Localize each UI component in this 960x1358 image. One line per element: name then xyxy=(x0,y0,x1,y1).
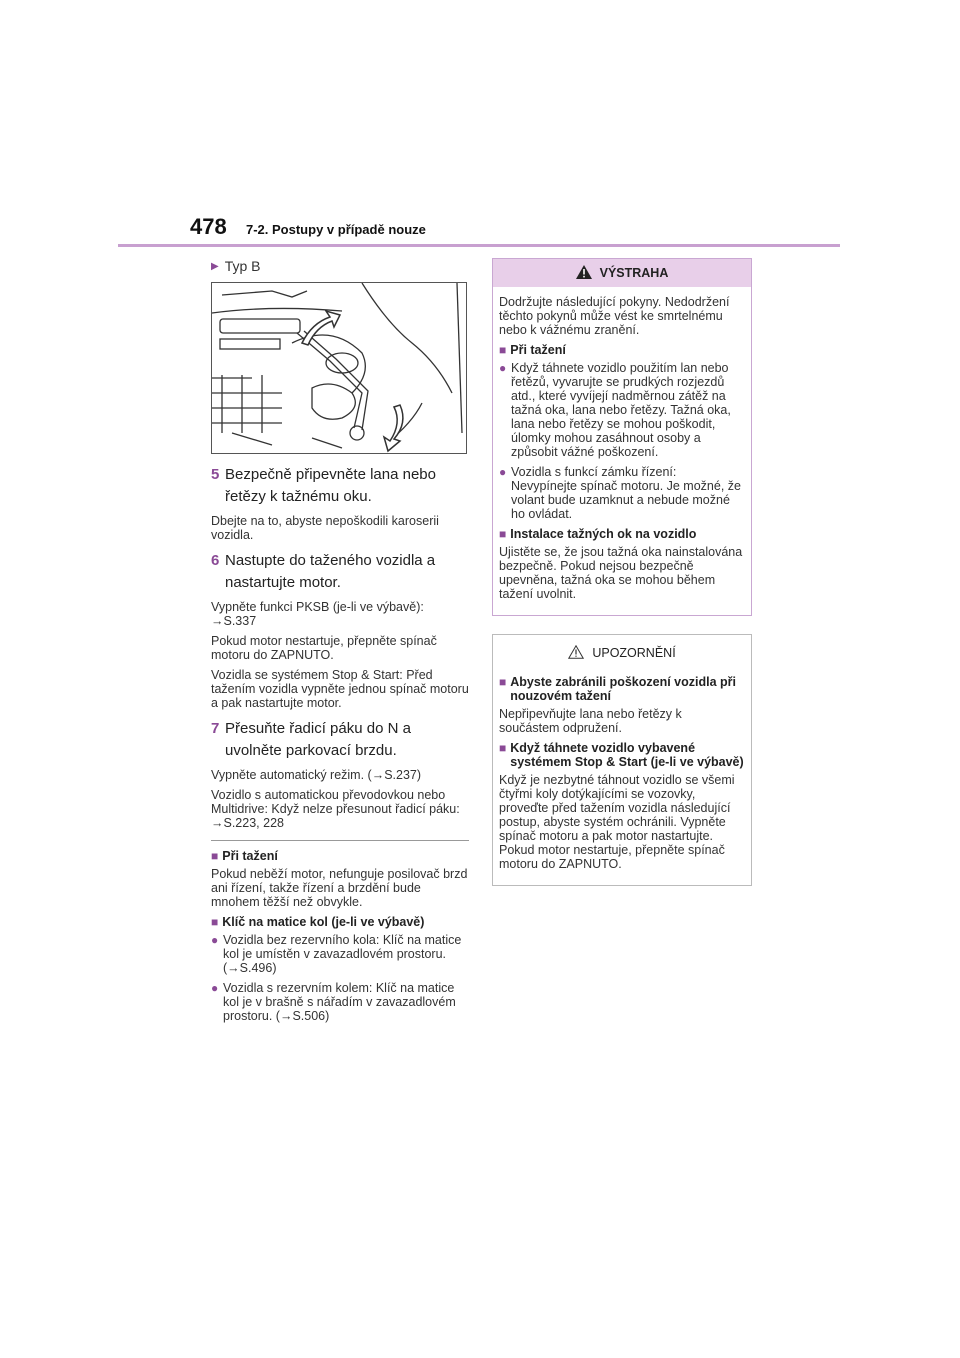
left-column xyxy=(211,258,469,1029)
square-bullet-icon: ■ xyxy=(499,343,507,357)
step-7 xyxy=(211,718,469,762)
step-5-note: Dbejte na to, abyste nepoškodili karoserii vozidla. xyxy=(211,514,439,542)
warning-header xyxy=(493,259,751,287)
list-item xyxy=(211,933,469,975)
step-text: Nastupte do taženého vozidla a nastartujte motor. xyxy=(225,552,436,591)
heading-text: Abyste zabránili poškození vozidla při nouzovém tažení xyxy=(510,675,736,703)
step-6-note: Vozidla se systémem Stop & Start: Před tažením vozidla vypněte jednou spínač motoru a pak nastartujte motor. xyxy=(211,668,469,710)
notice-box xyxy=(492,634,752,886)
square-bullet-icon: ■ xyxy=(211,915,219,929)
section-title: 7-2. Postupy v případě nouze xyxy=(246,222,426,237)
heading-text: Když táhnete vozidlo vybavené systémem Stop & Start (je-li ve výbavě) xyxy=(510,741,744,769)
info-heading xyxy=(211,849,469,863)
step-7-note: Vypněte automatický režim. (→S.237) xyxy=(211,768,422,782)
notice-heading xyxy=(499,741,745,769)
right-column xyxy=(492,258,750,886)
towing-eye-drawing xyxy=(212,283,466,453)
heading-text: Klíč na matice kol (je-li ve výbavě) xyxy=(222,915,425,929)
step-6-note: Pokud motor nestartuje, přepněte spínač motoru do ZAPNUTO. xyxy=(211,634,437,662)
notice-body xyxy=(493,667,751,885)
warning-title: VÝSTRAHA xyxy=(599,266,669,280)
warning-triangle-icon xyxy=(576,265,592,282)
step-number: 7 xyxy=(211,720,220,737)
heading-text: Při tažení xyxy=(222,849,278,863)
warning-heading xyxy=(499,343,745,357)
circle-bullet-icon: ● xyxy=(211,933,219,947)
notice-title: UPOZORNĚNÍ xyxy=(592,646,676,660)
list-item-text: Vozidla s rezervním kolem: Klíč na matice kol je v brašně s nářadím v zavazadlovém prostoru. (→S.506) xyxy=(223,981,456,1023)
circle-bullet-icon: ● xyxy=(499,465,507,479)
step-number: 5 xyxy=(211,466,220,483)
info-text: Pokud neběží motor, nefunguje posilovač brzd ani řízení, takže řízení a brzdění bude mnohem těžší než obvykle. xyxy=(211,867,468,909)
square-bullet-icon: ■ xyxy=(211,849,219,863)
section-divider xyxy=(211,840,469,841)
list-item xyxy=(499,361,745,459)
step-text: Bezpečně připevněte lana nebo řetězy k tažnému oku. xyxy=(225,466,436,505)
type-label xyxy=(211,258,469,274)
warning-heading xyxy=(499,527,745,541)
step-6 xyxy=(211,550,469,594)
list-item-text: Vozidla bez rezervního kola: Klíč na matice kol je umístěn v zavazadlovém prostoru. (→S.496) xyxy=(223,933,462,975)
notice-header xyxy=(493,639,751,667)
square-bullet-icon: ■ xyxy=(499,741,507,755)
notice-text: Nepřipevňujte lana nebo řetězy k součástem odpružení. xyxy=(499,707,682,735)
circle-bullet-icon: ● xyxy=(211,981,219,995)
notice-heading xyxy=(499,675,745,703)
notice-text: Když je nezbytné táhnout vozidlo se všemi čtyřmi koly dotýkajícími se vozovky, proveďte před tažením vozidla následující postup, abyste systém ochránili. Vypněte spínač motoru a pak motor nastartujte. Pokud motor nestartuje, přepněte spínač motoru do ZAPNUTO. xyxy=(499,773,735,871)
info-heading xyxy=(211,915,469,929)
heading-text: Při tažení xyxy=(510,343,566,357)
heading-text: Instalace tažných ok na vozidlo xyxy=(510,527,697,541)
list-item-text: Vozidla s funkcí zámku řízení: Nevypínejte spínač motoru. Je možné, že volant bude uzamknut a nebude možné ho ovládat. xyxy=(511,465,741,521)
towing-eye-illustration xyxy=(211,282,467,454)
step-6-note: Vypněte funkci PKSB (je-li ve výbavě): →S.337 xyxy=(211,600,424,628)
caution-triangle-icon xyxy=(568,645,584,662)
step-number: 6 xyxy=(211,552,220,569)
page-header xyxy=(190,214,426,240)
list-item-text: Když táhnete vozidlo použitím lan nebo řetězů, vyvarujte se prudkých rozjezdů atd., které vyvíjejí nadměrnou zátěž na tažná oka, lana nebo řetězy. Tažná oka, lana nebo řetězy se mohou poškodit, úlomky mohou zasáhnout osoby a způsobit vážné poškození. xyxy=(511,361,731,459)
step-5 xyxy=(211,464,469,508)
type-label-text: Typ B xyxy=(224,258,261,274)
warning-intro: Dodržujte následující pokyny. Nedodržení těchto pokynů může vést ke smrtelnému nebo k vážnému zranění. xyxy=(499,295,730,337)
triangle-bullet-icon: ▶ xyxy=(211,260,219,272)
step-text: Přesuňte řadicí páku do N a uvolněte parkovací brzdu. xyxy=(225,720,411,759)
circle-bullet-icon: ● xyxy=(499,361,507,375)
square-bullet-icon: ■ xyxy=(499,527,507,541)
warning-text: Ujistěte se, že jsou tažná oka nainstalována bezpečně. Pokud nejsou bezpečně upevněna, tažná oka se mohou během tažení uvolnit. xyxy=(499,545,743,601)
page-number: 478 xyxy=(190,214,227,239)
square-bullet-icon: ■ xyxy=(499,675,507,689)
step-7-note: Vozidlo s automatickou převodovkou nebo Multidrive: Když nelze přesunout řadicí páku: →S.223, 228 xyxy=(211,788,460,830)
list-item xyxy=(499,465,745,521)
warning-box xyxy=(492,258,752,616)
header-rule xyxy=(118,244,840,247)
list-item xyxy=(211,981,469,1023)
warning-body xyxy=(493,287,751,615)
